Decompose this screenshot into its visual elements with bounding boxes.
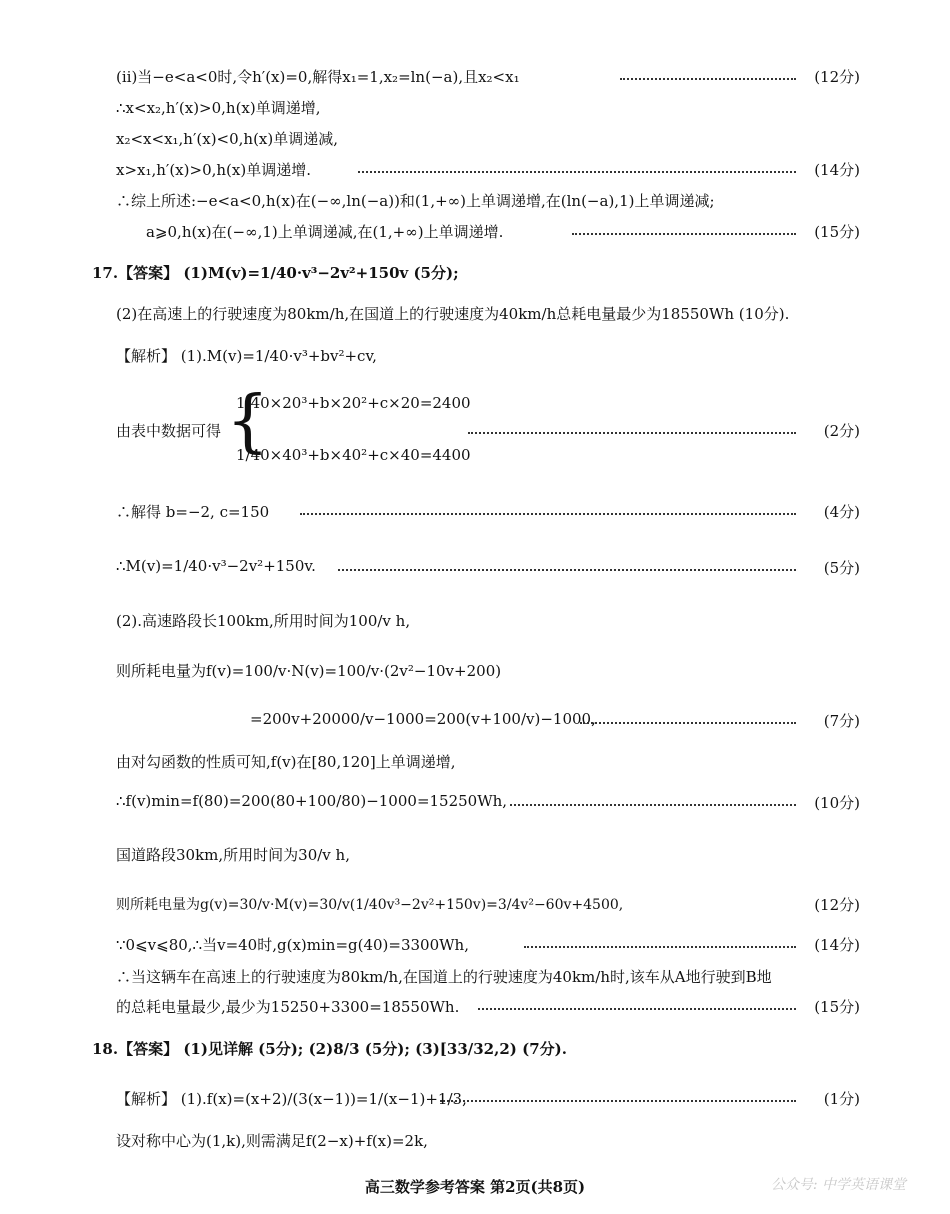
watermark: 公众号: 中学英语课堂 [770, 1177, 906, 1193]
page-footer: 高三数学参考答案 第2页(共8页) [364, 1178, 586, 1196]
line-text: x₂<x<x₁,h′(x)<0,h(x)单调递减, [116, 130, 339, 148]
line-text: 由表中数据可得 [116, 422, 222, 440]
line-text: (ⅱ)当−e<a<0时,令h′(x)=0,解得x₁=1,x₂=ln(−a),且x₂<x₁ [116, 68, 520, 86]
dotted-leader [478, 1008, 796, 1010]
score-label: (4分) [823, 503, 860, 521]
dotted-leader [468, 432, 796, 434]
score-label: (15分) [814, 223, 860, 241]
analysis-label: 【解析】 (1).M(v)=1/40·v³+bv²+cv, [116, 347, 377, 365]
score-label: (7分) [823, 712, 860, 730]
line-text: 国道路段30km,所用时间为30/v h, [116, 846, 350, 864]
line-text: a⩾0,h(x)在(−∞,1)上单调递减,在(1,+∞)上单调递增. [146, 223, 504, 241]
dotted-leader [440, 1100, 796, 1102]
score-label: (10分) [814, 794, 860, 812]
dotted-leader [338, 569, 796, 571]
score-label: (15分) [814, 998, 860, 1016]
line-text: (2).高速路段长100km,所用时间为100/v h, [116, 612, 411, 630]
line-text: 设对称中心为(1,k),则需满足f(2−x)+f(x)=2k, [116, 1132, 428, 1150]
line-text: ∵0⩽v⩽80,∴当v=40时,g(x)min=g(40)=3300Wh, [116, 936, 469, 954]
analysis-label: 【解析】 (1).f(x)=(x+2)/(3(x−1))=1/(x−1)+1/3, [116, 1090, 467, 1108]
line-text: ∴综上所述:−e<a<0,h(x)在(−∞,ln(−a))和(1,+∞)上单调递增,在(ln(−a),1)上单调递减; [116, 192, 715, 210]
dotted-leader [620, 78, 796, 80]
dotted-leader [524, 946, 796, 948]
line-text: (2)在高速上的行驶速度为80km/h,在国道上的行驶速度为40km/h总耗电量最少为18550Wh (10分). [116, 305, 790, 323]
score-label: (1分) [823, 1090, 860, 1108]
line-text: ∴当这辆车在高速上的行驶速度为80km/h,在国道上的行驶速度为40km/h时,该车从A地行驶到B地 [116, 968, 772, 986]
line-text: 的总耗电量最少,最少为15250+3300=18550Wh. [116, 998, 460, 1016]
line-text: ∴M(v)=1/40·v³−2v²+150v. [116, 557, 316, 575]
line-text: 则所耗电量为g(v)=30/v·M(v)=30/v(1/40v³−2v²+150v)=3/4v²−60v+4500, [116, 897, 624, 913]
dotted-leader [572, 233, 796, 235]
brace-icon: { [226, 382, 270, 461]
line-text: 则所耗电量为f(v)=100/v·N(v)=100/v·(2v²−10v+200) [116, 662, 502, 680]
line-text: ∴f(v)min=f(80)=200(80+100/80)−1000=15250Wh, [116, 792, 508, 810]
score-label: (14分) [814, 936, 860, 954]
equation-line: 1/40×20³+b×20²+c×20=2400 [236, 394, 471, 412]
score-label: (12分) [814, 68, 860, 86]
score-label: (5分) [823, 559, 860, 577]
line-text: ∴解得 b=−2, c=150 [116, 503, 270, 521]
line-text: ∴x<x₂,h′(x)>0,h(x)单调递增, [116, 99, 321, 117]
line-text: =200v+20000/v−1000=200(v+100/v)−1000, [250, 710, 596, 728]
score-label: (14分) [814, 161, 860, 179]
dotted-leader [300, 513, 796, 515]
dotted-leader [510, 804, 796, 806]
line-text: x>x₁,h′(x)>0,h(x)单调递增. [116, 161, 311, 179]
score-label: (2分) [823, 422, 860, 440]
line-text: 由对勾函数的性质可知,f(v)在[80,120]上单调递增, [116, 753, 456, 771]
equation-line: 1/40×40³+b×40²+c×40=4400 [236, 446, 471, 464]
question-17-answer: 17.【答案】 (1)M(v)=1/40·v³−2v²+150v (5分); [92, 264, 459, 282]
question-18-answer: 18.【答案】 (1)见详解 (5分); (2)8/3 (5分); (3)[33/32,2) (7分). [92, 1040, 567, 1058]
dotted-leader [580, 722, 796, 724]
dotted-leader [358, 171, 796, 173]
score-label: (12分) [814, 896, 860, 914]
